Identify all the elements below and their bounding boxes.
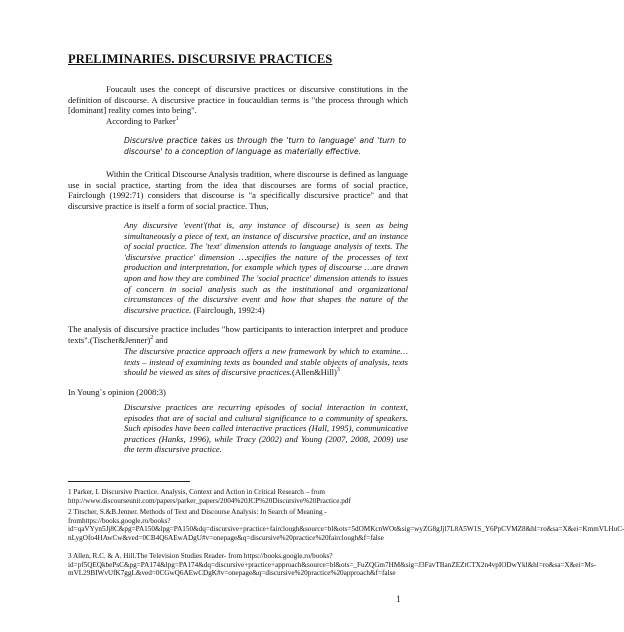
- paragraph-cda: Within the Critical Discourse Analysis tradition, where discourse is defined as language use in social practice, starting from the idea that discourses are forms of social practice, Fairclough (1992:71) considers that discourse is "a specifically discursive practice" and that discursive practice is itself a form of social practice. Thus,: [68, 169, 408, 211]
- footnote-mark-1: 1: [175, 116, 179, 123]
- paragraph-parker-intro: [68, 116, 408, 127]
- footnote-mark-2: 2: [150, 334, 154, 341]
- paragraph-young: In Young`s opinion (2008:3): [68, 387, 166, 397]
- parker-intro-text: According to Parker: [106, 116, 176, 126]
- quote-young: Discursive practices are recurring episodes of social interaction in context, episodes that are of social and cultural significance to a community of speakers. Such episodes have been called interactive practices (Hall, 1995), communicative practices (Hanks, 1996), while Tracy (2002) and Young (2007, 2008, 2009) use the term discursive practice.: [124, 402, 408, 455]
- quote-allen: [124, 346, 408, 378]
- quote-parker: Discursive practice takes us through the 'turn to language' and 'turn to discourse' to a conception of language as materially effective.: [124, 136, 406, 156]
- quote-fairclough-text: Any discursive 'event'(that is, any instance of discourse) is seen as being simultaneously a piece of text, an instance of discursive practice, and an instance of social practice. The 'text' dimension attends to language analysis of texts. The 'discursive practice' dimension …specifies the nature of the processes of text production and interpretation, for example which types of discourse …are drawn upon and how they are combined The 'social practice' dimension attends to issues of concern in social analysis such as the institutional and organizational circumstances of the discursive event and how that shapes the nature of the discursive practice.: [124, 220, 408, 315]
- quote-fairclough: [124, 220, 408, 315]
- footnote-1: 1 Parker, I. Discursive Practice. Analysis, Context and Action in Critical Research – from http://www.discourseunit.com/papers/parker_papers/2004%20JCP%20Discursive%20Practice.pdf: [68, 488, 351, 505]
- paragraph-analysis: [68, 324, 408, 345]
- footnote-3: 3 Allen, R.C. & A. Hill.The Television Studies Reader- from https://books.google.ro/books?id=pf5QEQkbePsC&pg=PA174&lpg=PA174&dq=discursive+practice+approach&source=bl&ots=_FuZQGm7HM&sig=J3FavTBanZEZtCTX2n4vpIODwYkl&hl=ro&sa=X&ei=Ms-mVL29BIWvUfK7ggL&ved=0CGwQ6AEwCDgK#v=onepage&q=discursive%20practice%20approach&f=false: [68, 552, 597, 578]
- page-number: 1: [396, 594, 401, 604]
- paragraph-analysis-and: and: [153, 334, 168, 345]
- footnote-separator: [68, 481, 190, 482]
- quote-allen-text: The discursive practice approach offers a new framework by which to examine…texts – instead of examining texts as bounded and stable objects of analysis, texts should be viewed as sites of discursive practices.: [124, 346, 408, 378]
- footnote-mark-3: 3: [336, 367, 340, 374]
- paragraph-foucault-text: Foucault uses the concept of discursive practices or discursive constitutions in the definition of discourse. A discursive practice in foucauldian terms is "the process through which [dominant] reality comes into being".: [68, 84, 408, 116]
- page-title: PRELIMINARIES. DISCURSIVE PRACTICES: [68, 52, 333, 66]
- quote-fairclough-citation: (Fairclough, 1992:4): [193, 304, 265, 315]
- quote-allen-citation: (Allen&Hill): [292, 367, 337, 378]
- paragraph-analysis-text: The analysis of discursive practice includes "how participants to interaction interpret and produce texts".(Tischer&Jenner): [68, 324, 408, 345]
- paragraph-foucault: [68, 84, 408, 116]
- footnote-2: 2 Titscher, S.&B.Jenner. Methods of Text and Discourse Analysis: In Search of Meaning - fromhttps://books.google.ro/books?id=qaVYyn5Jj8C&pg=PA150&lpg=PA150&dq=discursive+practice+fairclough&source=bl&ots=5dOMKcnWOt&sig=wyZG8gJjl7L8A5W1S_Y6PpCVMZ8&hl=ro&sa=X&ei=KmmVLHuC-nLygOfo4HAwCw&ved=0CB4Q6AEwADgU#v=onepage&q=discursive%20practice%20fairclough&f=false: [68, 508, 624, 542]
